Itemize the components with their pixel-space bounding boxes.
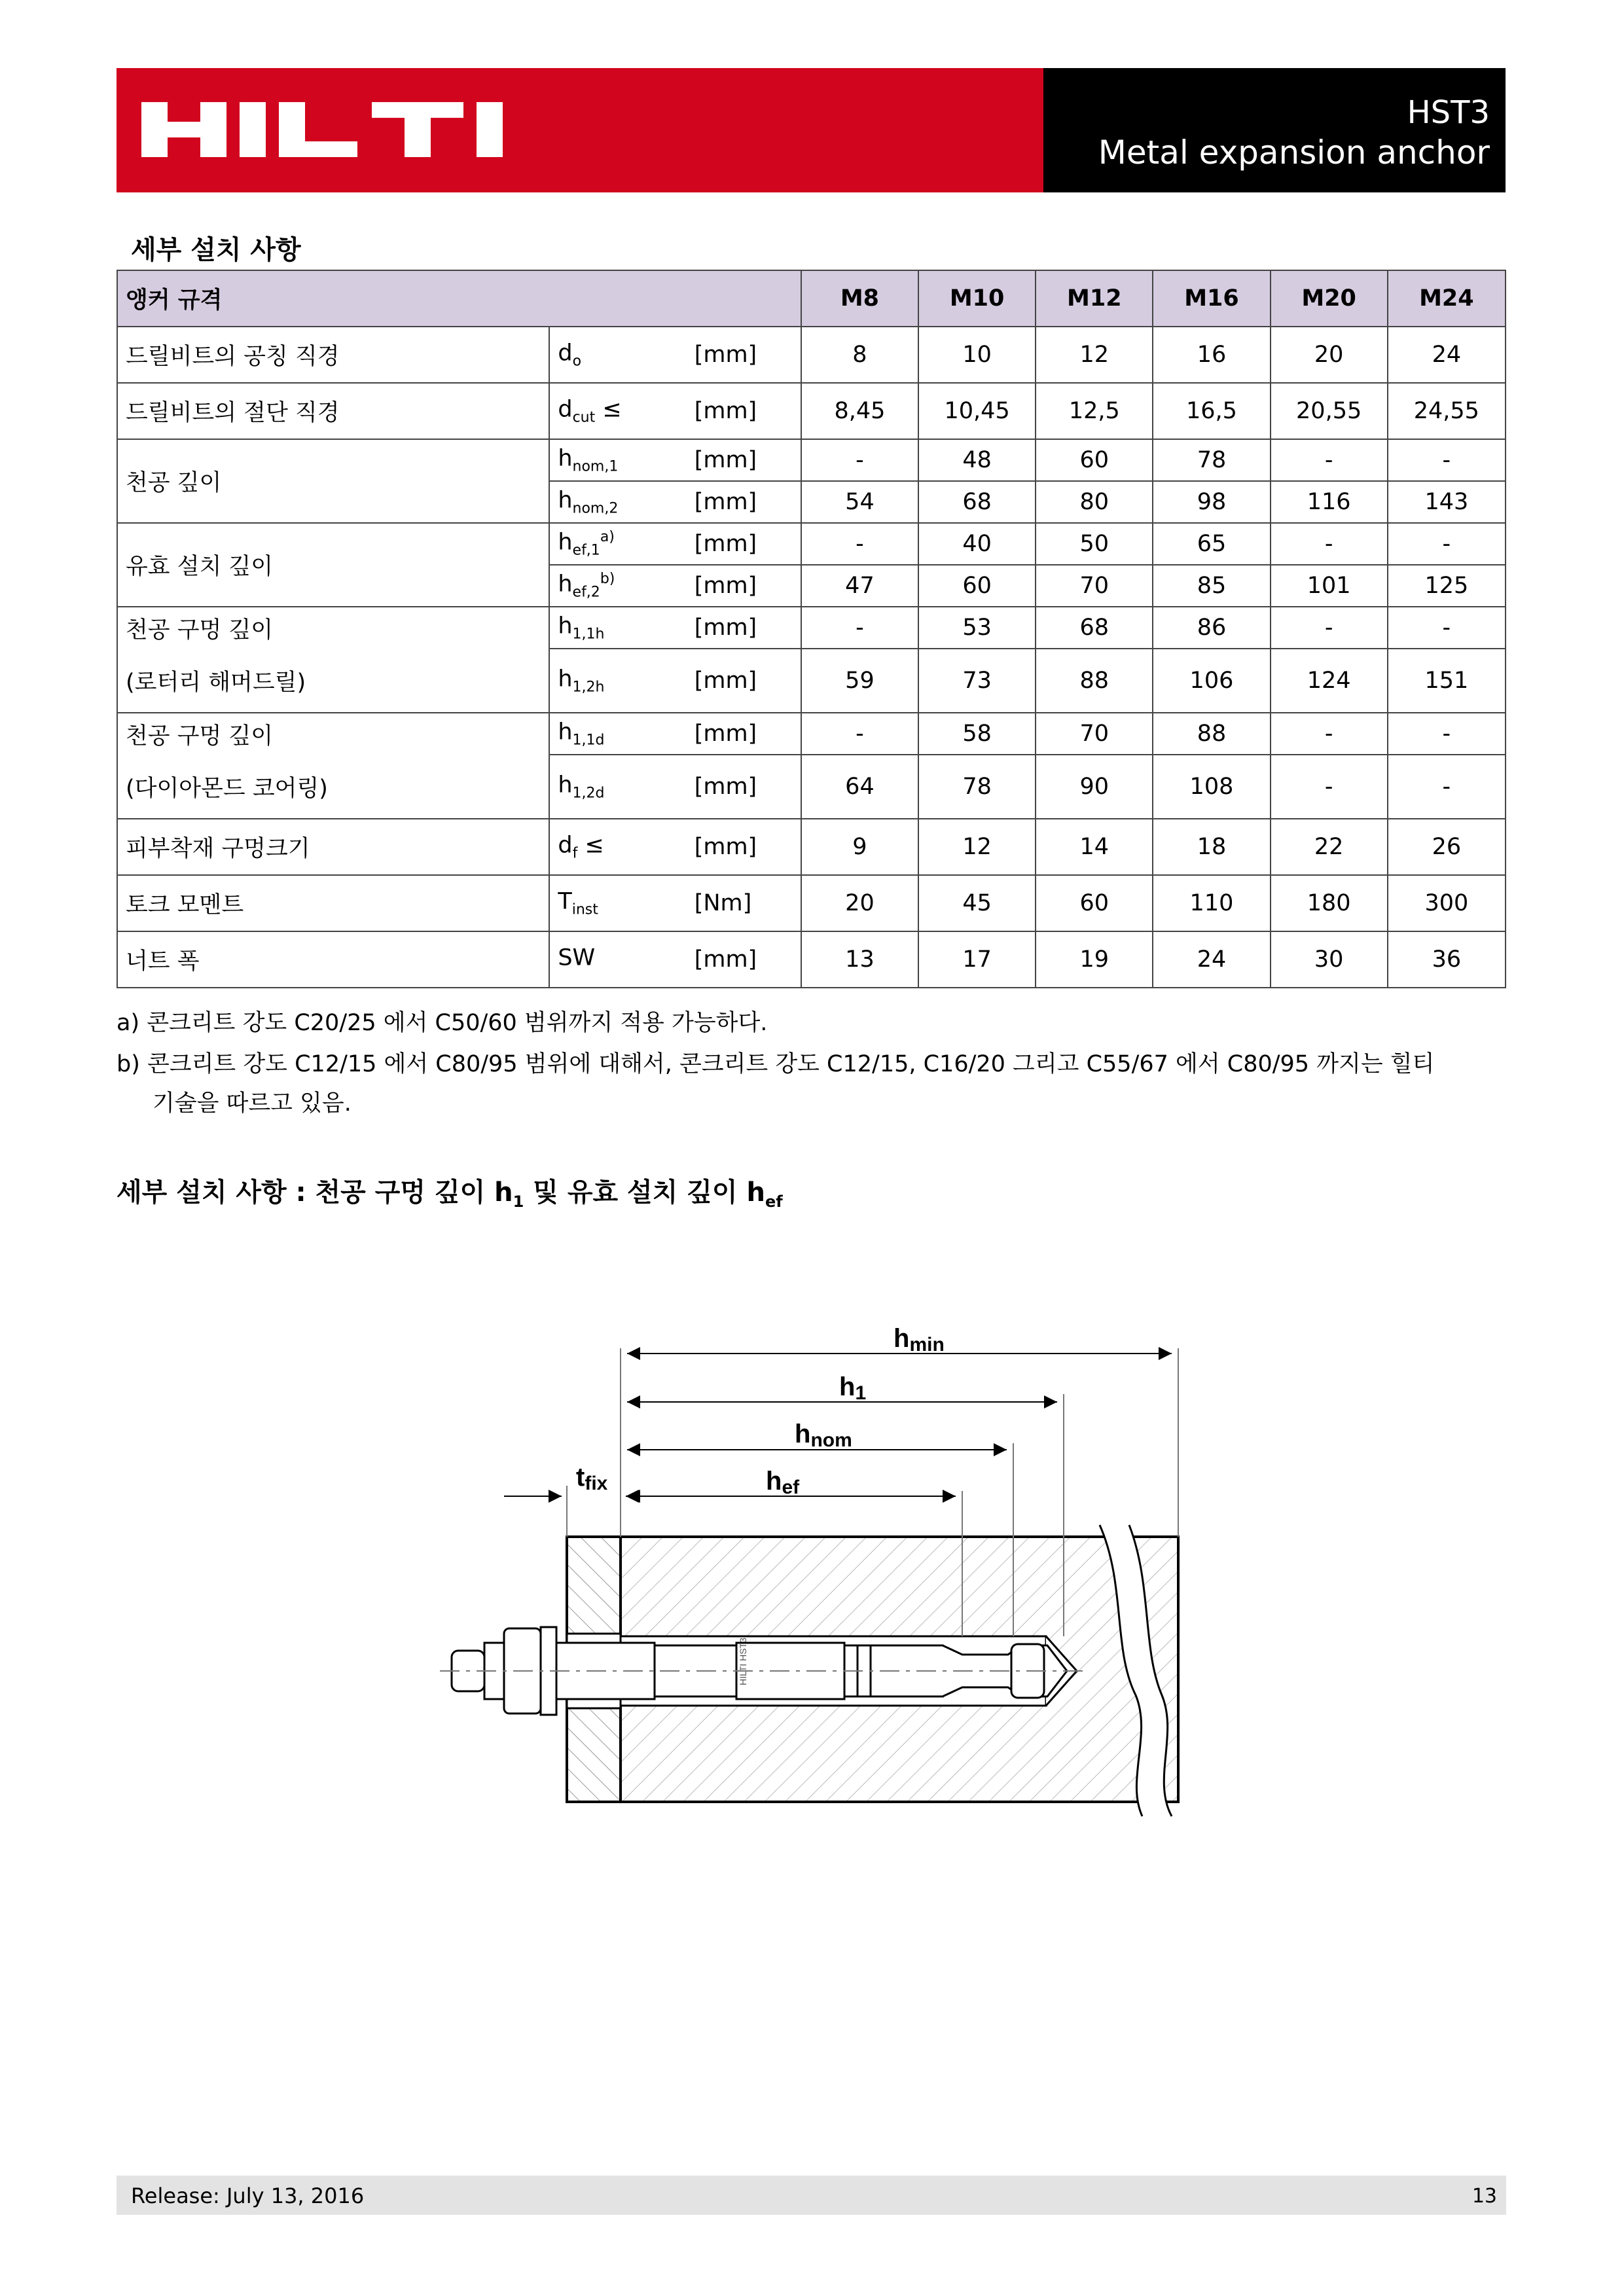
- row-symbol: $h_{1,1d}$: [549, 713, 686, 755]
- table-cell: 16,5: [1153, 383, 1270, 439]
- table-cell: 13: [801, 931, 918, 988]
- label-hnom: hnom: [795, 1420, 852, 1451]
- table-cell: 8: [801, 327, 918, 383]
- table-cell: 10,45: [918, 383, 1036, 439]
- footnote-b: b) 콘크리트 강도 C12/15 에서 C80/95 범위에 대해서, 콘크리트 강도 C12/15, C16/20 그리고 C55/67 에서 C80/95 까지는 힐티: [117, 1051, 1435, 1077]
- header-size: M10: [918, 270, 1036, 327]
- label-h1: h1: [839, 1372, 867, 1404]
- table-cell: 64: [801, 755, 918, 819]
- label-hmin: hmin: [893, 1324, 945, 1355]
- row-label: 피부착재 구멍크기: [117, 819, 549, 875]
- table-cell: 106: [1153, 649, 1270, 713]
- table-cell: 20: [1271, 327, 1388, 383]
- row-label: 유효 설치 깊이: [117, 523, 549, 607]
- row-unit: [mm]: [687, 439, 801, 481]
- table-cell: 59: [801, 649, 918, 713]
- row-unit: [mm]: [687, 383, 801, 439]
- table-cell: -: [1271, 607, 1388, 649]
- row-label: 드릴비트의 절단 직경: [117, 383, 549, 439]
- table-cell: -: [1271, 523, 1388, 565]
- table-cell: 24: [1388, 327, 1506, 383]
- anchor-stamp: HILTI HST3: [738, 1638, 748, 1685]
- table-row: [117, 649, 1506, 713]
- header-product-band: [1043, 68, 1506, 192]
- table-cell: -: [801, 713, 918, 755]
- row-symbol: $h_{1,2d}$: [549, 755, 686, 819]
- table-cell: 18: [1153, 819, 1270, 875]
- row-label: 드릴비트의 공칭 직경: [117, 327, 549, 383]
- table-cell: 12: [1036, 327, 1153, 383]
- table-cell: -: [801, 607, 918, 649]
- table-cell: -: [1271, 439, 1388, 481]
- table-header-row: [117, 270, 1506, 327]
- table-cell: 58: [918, 713, 1036, 755]
- table-cell: 8,45: [801, 383, 918, 439]
- row-unit: [mm]: [687, 649, 801, 713]
- table-cell: 70: [1036, 713, 1153, 755]
- table-cell: 68: [918, 481, 1036, 523]
- table-cell: 180: [1271, 875, 1388, 931]
- table-row: [117, 755, 1506, 819]
- table-cell: 68: [1036, 607, 1153, 649]
- table-cell: 16: [1153, 327, 1270, 383]
- table-cell: 20: [801, 875, 918, 931]
- footnote-a: a) 콘크리트 강도 C20/25 에서 C50/60 범위까지 적용 가능하다.: [117, 1010, 768, 1036]
- row-symbol: $h_{nom,2}$: [549, 481, 686, 523]
- table-row: [117, 327, 1506, 383]
- table-cell: 12: [918, 819, 1036, 875]
- row-unit: [Nm]: [687, 875, 801, 931]
- table-cell: 54: [801, 481, 918, 523]
- table-cell: 85: [1153, 565, 1270, 607]
- table-cell: 101: [1271, 565, 1388, 607]
- table-cell: 17: [918, 931, 1036, 988]
- page-header: [117, 68, 1506, 192]
- table-cell: 80: [1036, 481, 1153, 523]
- table-cell: 65: [1153, 523, 1270, 565]
- table-cell: 9: [801, 819, 918, 875]
- row-label: 너트 폭: [117, 931, 549, 988]
- section-title-depths: 세부 설치 사항 : 천공 구멍 깊이 $h_1$ 및 유효 설치 깊이 $h_{ef}$: [117, 1177, 783, 1211]
- table-cell: -: [1271, 755, 1388, 819]
- table-cell: 86: [1153, 607, 1270, 649]
- table-cell: 60: [918, 565, 1036, 607]
- table-cell: 88: [1153, 713, 1270, 755]
- table-cell: 88: [1036, 649, 1153, 713]
- hilti-logo: [141, 102, 508, 157]
- row-symbol: $T_{inst}$: [549, 875, 686, 931]
- table-row: [117, 819, 1506, 875]
- product-name: Metal expansion anchor: [1098, 134, 1490, 171]
- table-cell: -: [1388, 607, 1506, 649]
- header-size: M20: [1271, 270, 1388, 327]
- row-unit: [mm]: [687, 931, 801, 988]
- header-size: M16: [1153, 270, 1270, 327]
- page-number: 13: [1471, 2185, 1497, 2208]
- table-cell: 300: [1388, 875, 1506, 931]
- row-unit: [mm]: [687, 523, 801, 565]
- table-cell: 78: [1153, 439, 1270, 481]
- row-symbol: $d_f$ ≤: [549, 819, 686, 875]
- row-symbol: $h_{1,2h}$: [549, 649, 686, 713]
- table-cell: 14: [1036, 819, 1153, 875]
- installation-table: [117, 270, 1506, 988]
- row-unit: [mm]: [687, 713, 801, 755]
- table-cell: 125: [1388, 565, 1506, 607]
- table-row: [117, 875, 1506, 931]
- product-code: HST3: [1407, 94, 1490, 131]
- row-label: 천공 구멍 깊이: [117, 607, 549, 649]
- table-row: [117, 523, 1506, 565]
- row-symbol: $d_o$: [549, 327, 686, 383]
- row-unit: [mm]: [687, 755, 801, 819]
- table-cell: 124: [1271, 649, 1388, 713]
- table-row: [117, 931, 1506, 988]
- table-cell: 30: [1271, 931, 1388, 988]
- row-label: 천공 구멍 깊이: [117, 713, 549, 755]
- row-unit: [mm]: [687, 481, 801, 523]
- table-cell: -: [1388, 713, 1506, 755]
- table-cell: -: [1388, 439, 1506, 481]
- table-cell: -: [1388, 755, 1506, 819]
- table-cell: 143: [1388, 481, 1506, 523]
- header-size: M8: [801, 270, 918, 327]
- table-cell: -: [1388, 523, 1506, 565]
- table-cell: 73: [918, 649, 1036, 713]
- table-cell: 108: [1153, 755, 1270, 819]
- section-title-installation: 세부 설치 사항: [131, 235, 301, 265]
- row-symbol: $h_{nom,1}$: [549, 439, 686, 481]
- table-cell: 40: [918, 523, 1036, 565]
- header-size: M12: [1036, 270, 1153, 327]
- table-cell: 24: [1153, 931, 1270, 988]
- table-cell: 12,5: [1036, 383, 1153, 439]
- row-label: 토크 모멘트: [117, 875, 549, 931]
- table-cell: 116: [1271, 481, 1388, 523]
- row-symbol: $h_{ef,1}^{a)}$: [549, 523, 686, 565]
- table-row: [117, 713, 1506, 755]
- row-symbol: $h_{ef,2}^{b)}$: [549, 565, 686, 607]
- table-cell: 70: [1036, 565, 1153, 607]
- page-footer: [117, 2176, 1506, 2215]
- label-tfix: tfix: [576, 1463, 608, 1494]
- row-unit: [mm]: [687, 565, 801, 607]
- label-hef: hef: [766, 1467, 800, 1498]
- row-symbol: $d_{cut}$ ≤: [549, 383, 686, 439]
- table-cell: 90: [1036, 755, 1153, 819]
- row-symbol: $h_{1,1h}$: [549, 607, 686, 649]
- table-cell: 98: [1153, 481, 1270, 523]
- header-anchor-size: 앵커 규격: [117, 270, 801, 327]
- table-cell: 10: [918, 327, 1036, 383]
- table-row: [117, 383, 1506, 439]
- table-cell: 47: [801, 565, 918, 607]
- table-cell: -: [1271, 713, 1388, 755]
- table-cell: 20,55: [1271, 383, 1388, 439]
- installation-diagram: [432, 1289, 1218, 1826]
- row-label: (로터리 해머드릴): [117, 649, 549, 713]
- row-label: 천공 깊이: [117, 439, 549, 523]
- footnote-b-cont: 기술을 따르고 있음.: [153, 1090, 352, 1117]
- table-cell: 78: [918, 755, 1036, 819]
- table-cell: -: [801, 523, 918, 565]
- table-cell: 26: [1388, 819, 1506, 875]
- table-cell: -: [801, 439, 918, 481]
- table-cell: 45: [918, 875, 1036, 931]
- table-row: [117, 439, 1506, 481]
- row-unit: [mm]: [687, 819, 801, 875]
- row-unit: [mm]: [687, 327, 801, 383]
- table-cell: 60: [1036, 439, 1153, 481]
- table-cell: 60: [1036, 875, 1153, 931]
- row-label: (다이아몬드 코어링): [117, 755, 549, 819]
- table-cell: 53: [918, 607, 1036, 649]
- table-cell: 19: [1036, 931, 1153, 988]
- header-size: M24: [1388, 270, 1506, 327]
- table-cell: 22: [1271, 819, 1388, 875]
- table-cell: 110: [1153, 875, 1270, 931]
- header-brand-band: [117, 68, 1043, 192]
- table-row: [117, 607, 1506, 649]
- table-cell: 48: [918, 439, 1036, 481]
- table-cell: 50: [1036, 523, 1153, 565]
- table-cell: 36: [1388, 931, 1506, 988]
- table-cell: 24,55: [1388, 383, 1506, 439]
- table-cell: 151: [1388, 649, 1506, 713]
- row-unit: [mm]: [687, 607, 801, 649]
- release-date: Release: July 13, 2016: [131, 2183, 365, 2208]
- row-symbol: SW: [549, 931, 686, 988]
